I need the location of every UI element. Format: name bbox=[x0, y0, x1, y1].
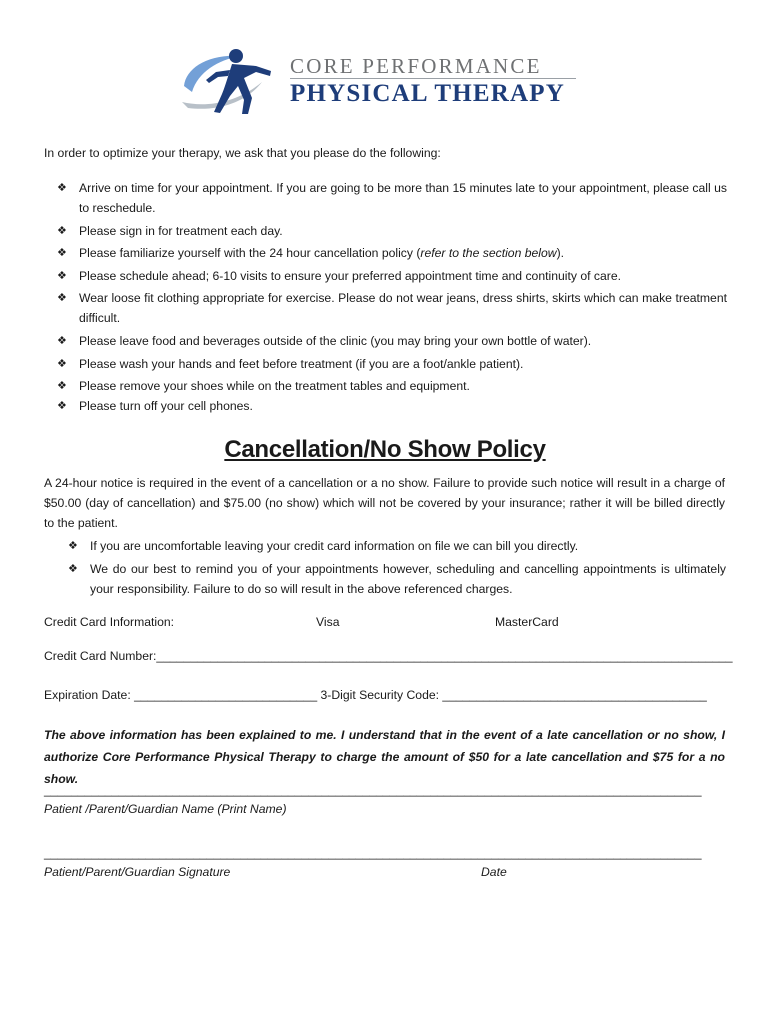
instruction-item bbox=[57, 243, 727, 263]
instruction-item bbox=[57, 221, 727, 241]
date-label: Date bbox=[481, 865, 507, 879]
policy-paragraph: A 24-hour notice is required in the event of a cancellation or a no show. Failure to provide such notice will result in a charge of $50.00 (day of cancellation) and $75.00 (no show) which will not be covered by your insurance; rather it will be billed directly to the patient. bbox=[44, 476, 725, 530]
instruction-item bbox=[57, 178, 727, 218]
policy-item bbox=[68, 536, 726, 556]
credit-card-number-field[interactable]: Credit Card Number:_____________________________________________________________________________________ bbox=[44, 649, 733, 663]
diamond-bullet-icon: ❖ bbox=[57, 182, 67, 194]
instruction-item bbox=[57, 331, 727, 351]
logo-text-physical-therapy: PHYSICAL THERAPY bbox=[290, 80, 566, 107]
signature-label: Patient/Parent/Guardian Signature bbox=[44, 865, 231, 879]
instruction-text: Please remove your shoes while on the treatment tables and equipment. bbox=[79, 379, 470, 394]
instruction-italic-text: refer to the section below bbox=[420, 246, 557, 261]
diamond-bullet-icon: ❖ bbox=[57, 334, 67, 347]
instruction-text: Please sign in for treatment each day. bbox=[79, 223, 283, 238]
instructions-list bbox=[57, 178, 727, 416]
instruction-text: Arrive on time for your appointment. If you are going to be more than 15 minutes late to your appointment, please call us to reschedule. bbox=[79, 181, 727, 215]
instruction-item bbox=[57, 354, 727, 374]
diamond-bullet-icon: ❖ bbox=[57, 357, 67, 370]
instruction-text: Please familiarize yourself with the 24 hour cancellation policy ( bbox=[79, 246, 421, 261]
print-name-label: Patient /Parent/Guardian Name (Print Name) bbox=[44, 802, 287, 816]
instruction-item bbox=[57, 396, 727, 416]
instruction-text: Please wash your hands and feet before treatment (if you are a foot/ankle patient). bbox=[79, 356, 524, 371]
diamond-bullet-icon: ❖ bbox=[57, 380, 67, 393]
visa-option[interactable]: Visa bbox=[316, 615, 340, 629]
print-name-line[interactable]: _________________________________________________________________________________________________ bbox=[44, 783, 702, 797]
policy-item-text: We do our best to remind you of your appointments however, scheduling and cancelling appointments is ultimately your responsibility. Failure to do so will result in the above referenced charges. bbox=[90, 562, 726, 596]
diamond-bullet-icon: ❖ bbox=[57, 269, 67, 282]
instruction-text: Wear loose fit clothing appropriate for exercise. Please do not wear jeans, dress shirts, skirts which can make treatment difficult. bbox=[79, 291, 727, 326]
runner-logo-icon bbox=[178, 42, 288, 118]
expiration-security-code-field[interactable]: Expiration Date: ___________________________ 3-Digit Security Code: _______________________________________ bbox=[44, 688, 707, 702]
instruction-text: Please schedule ahead; 6-10 visits to ensure your preferred appointment time and continuity of care. bbox=[79, 268, 621, 283]
policy-item-text: If you are uncomfortable leaving your credit card information on file we can bill you directly. bbox=[90, 539, 579, 553]
mastercard-option[interactable]: MasterCard bbox=[495, 615, 559, 629]
instruction-item bbox=[57, 266, 727, 286]
signature-line[interactable]: _________________________________________________________________________________________________ bbox=[44, 846, 702, 860]
instruction-text: Please turn off your cell phones. bbox=[79, 399, 253, 414]
instruction-item bbox=[57, 376, 727, 396]
logo-divider bbox=[290, 78, 576, 79]
diamond-bullet-icon: ❖ bbox=[57, 292, 67, 305]
diamond-bullet-icon: ❖ bbox=[68, 540, 78, 552]
diamond-bullet-icon: ❖ bbox=[57, 247, 67, 260]
instruction-text: Please leave food and beverages outside of the clinic (you may bring your own bottle of water). bbox=[79, 333, 592, 348]
diamond-bullet-icon: ❖ bbox=[57, 400, 67, 413]
logo-text-core-performance: CORE PERFORMANCE bbox=[290, 54, 542, 78]
authorization-statement: The above information has been explained to me. I understand that in the event of a late cancellation or no show, I authorize Core Performance Physical Therapy to charge the amount of $50 for a late cancellation and $75 for a no show. bbox=[44, 728, 725, 786]
diamond-bullet-icon: ❖ bbox=[57, 224, 67, 237]
policy-list bbox=[68, 536, 726, 602]
diamond-bullet-icon: ❖ bbox=[68, 563, 78, 575]
policy-heading: Cancellation/No Show Policy bbox=[224, 436, 546, 463]
instruction-item bbox=[57, 288, 727, 328]
instruction-text: ). bbox=[556, 246, 565, 261]
intro-text: In order to optimize your therapy, we ask that you please do the following: bbox=[44, 146, 441, 160]
credit-card-info-label: Credit Card Information: bbox=[44, 615, 175, 629]
policy-item bbox=[68, 559, 726, 599]
company-logo bbox=[178, 42, 588, 118]
